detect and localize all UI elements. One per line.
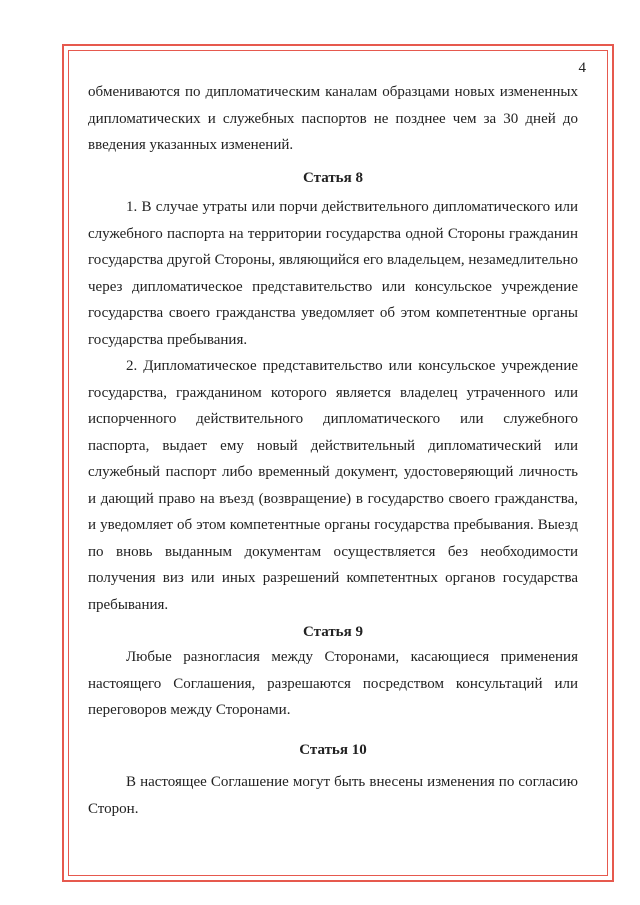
page-number: 4 xyxy=(578,60,586,76)
article-9-title: Статья 9 xyxy=(303,624,363,640)
article-8-title: Статья 8 xyxy=(303,169,363,186)
intro-paragraph: обмениваются по дипломатическим каналам образцами новых измененных дипломатических и служебных паспортов не позднее чем за 30 дней до введения указанных изменений. xyxy=(88,84,578,153)
article-8-paragraph-1: 1. В случае утраты или порчи действительного дипломатического или служебного паспорта на территории государства одной Стороны гражданин государства другой Стороны, являющийся его владельцем, незамедлительно через дипломатическое представительство или консульское учреждение государства своего гражданства уведомляет об этом компетентные органы государства пребывания. xyxy=(88,199,578,348)
article-10-title: Статья 10 xyxy=(299,741,367,758)
article-10-paragraph-1: В настоящее Соглашение могут быть внесены изменения по согласию Сторон. xyxy=(88,774,578,817)
document-body xyxy=(88,79,578,822)
article-8-paragraph-2: 2. Дипломатическое представительство или консульское учреждение государства, гражданином которого является владелец утраченного или испорченного действительного дипломатического или служебного паспорта, выдает ему новый действительный дипломатический или служебный паспорт либо временный документ, удостоверяющий личность и дающий право на въезд (возвращение) в государство своего гражданства, и уведомляет об этом компетентные органы государства пребывания. Выезд по вновь выданным документам осуществляется без необходимости получения виз или иных разрешений компетентных органов государства пребывания. xyxy=(88,358,578,613)
article-9-paragraph-1: Любые разногласия между Сторонами, касающиеся применения настоящего Соглашения, разрешаются посредством консультаций или переговоров между Сторонами. xyxy=(88,649,578,718)
